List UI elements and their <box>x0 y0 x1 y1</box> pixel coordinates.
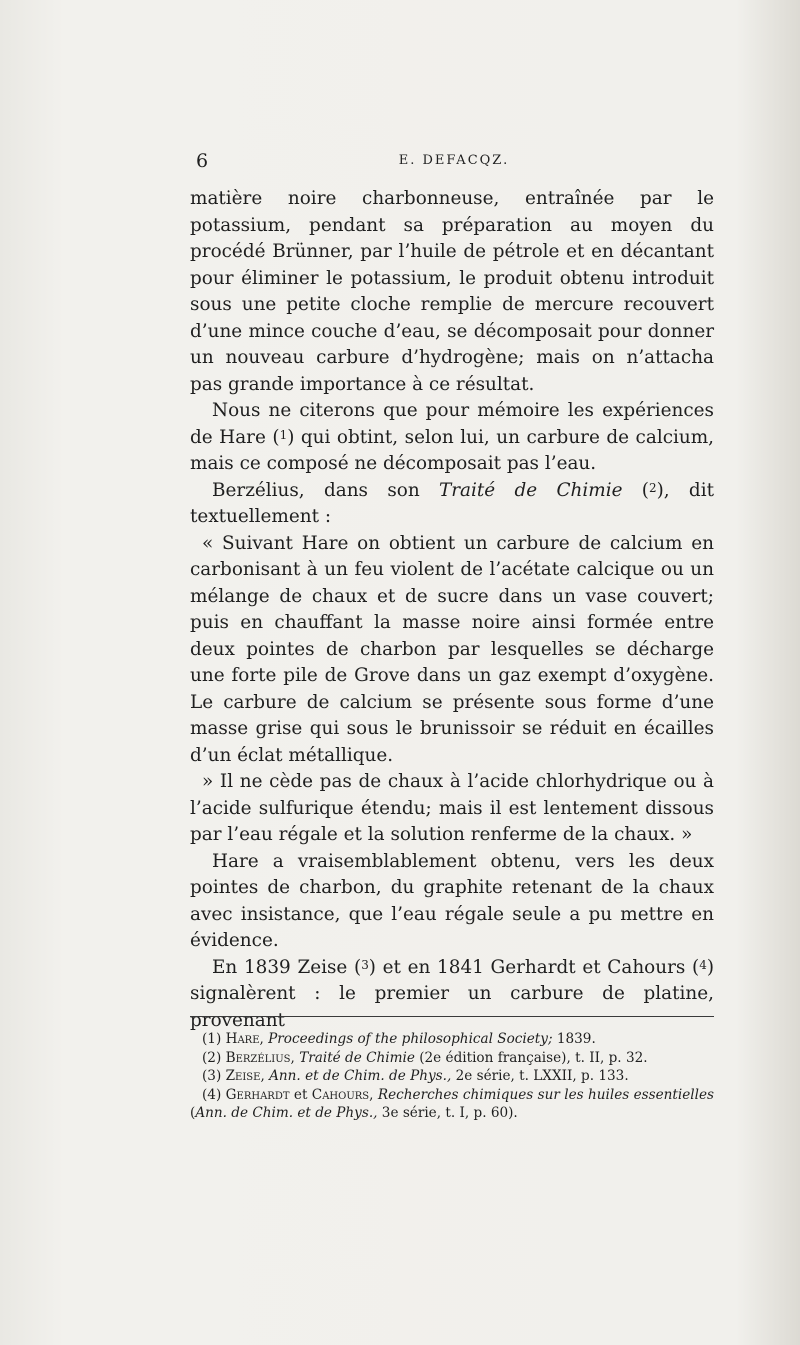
footnote: (3) Zeise, Ann. et de Chim. de Phys., 2e série, t. LXXII, p. 133. <box>202 1068 629 1084</box>
author-name: Cahours <box>311 1086 370 1103</box>
footnote-divider <box>190 1016 714 1017</box>
footnote: (2) Berzélius, Traité de Chimie (2e édition française), t. II, p. 32. <box>202 1049 648 1066</box>
quotation-paragraph: » Il ne cède pas de chaux à l’acide chlorhydrique ou à l’acide sulfurique étendu; mais il est lentement dissous par l’eau régale et la solution renferme de la chaux. » <box>190 771 714 845</box>
body-text <box>190 186 714 1034</box>
page-number: 6 <box>196 150 209 172</box>
page-header <box>196 150 712 178</box>
footnote-ref: 3 <box>361 957 369 972</box>
citation-title: Proceedings of the philosophical Society; <box>268 1031 553 1047</box>
paragraph: Hare a vraisemblablement obtenu, vers les deux pointes de charbon, du graphite retenant de la chaux avec insistance, que l’eau régale seule a pu mettre en évidence. <box>190 850 714 951</box>
paragraph: Nous ne citerons que pour mémoire les expériences de Hare ($^1$) qui obtint, selon lui, un carbure de calcium, mais ce composé ne décomposait pas l’eau. <box>190 400 715 474</box>
citation-title: Traité de Chimie <box>299 1049 415 1066</box>
paragraph: matière noire charbonneuse, entraînée par le potassium, pendant sa préparation au moyen du procédé Brünner, par l’huile de pétrole et en décantant pour éliminer le potassium, le produit obtenu introduit sous une petite cloche remplie de mercure recouvert d’une mince couche d’eau, se décomposait pour donner un nouveau carbure d’hydrogène; mais on n’attacha pas grande importance à ce résultat. <box>190 188 714 395</box>
book-title: Traité de Chimie <box>439 479 623 501</box>
quotation-paragraph: « Suivant Hare on obtient un carbure de calcium en carbonisant à un feu violent de l’acétate calcique ou un mélange de chaux et de sucre dans un vase couvert; puis en chauffant la masse noire ainsi formée entre deux pointes de charbon par lesquelles se décharge une forte pile de Grove dans un gaz exempt d’oxygène. Le carbure de calcium se présente sous forme d’une masse grise qui sous le brunissoir se réduit en écailles d’un éclat métallique. <box>190 532 714 766</box>
citation-title: Ann. et de Chim. de Phys., <box>269 1068 452 1084</box>
footnote-ref: 2 <box>648 480 657 495</box>
footnote-ref: 4 <box>699 957 707 972</box>
citation-title: Ann. de Chim. et de Phys., <box>195 1105 378 1121</box>
footnotes <box>190 1030 714 1123</box>
author-name: Zeise <box>225 1068 261 1084</box>
author-name: Berzélius <box>225 1049 291 1066</box>
author-name: Hare <box>225 1031 260 1047</box>
footnote: (1) Hare, Proceedings of the philosophical Society; 1839. <box>202 1031 596 1047</box>
footnote-ref: 1 <box>279 427 288 442</box>
author-name: Gerhardt <box>225 1086 290 1103</box>
citation-title: Recherches chimiques sur les huiles essentielles <box>377 1086 714 1103</box>
paragraph: Berzélius, dans son Traité de Chimie ($^2$), dit textuellement : <box>190 479 714 527</box>
paragraph: En 1839 Zeise ($^3$) et en 1841 Gerhardt et Cahours ($^4$) signalèrent : le premier un carbure de platine, provenant <box>190 956 714 1031</box>
running-head: E. DEFACQZ. <box>398 153 510 168</box>
footnote: (4) Gerhardt et Cahours, Recherches chimiques sur les huiles essentielles (Ann. de Chim. et de Phys., 3e série, t. I, p. 60). <box>190 1086 714 1121</box>
